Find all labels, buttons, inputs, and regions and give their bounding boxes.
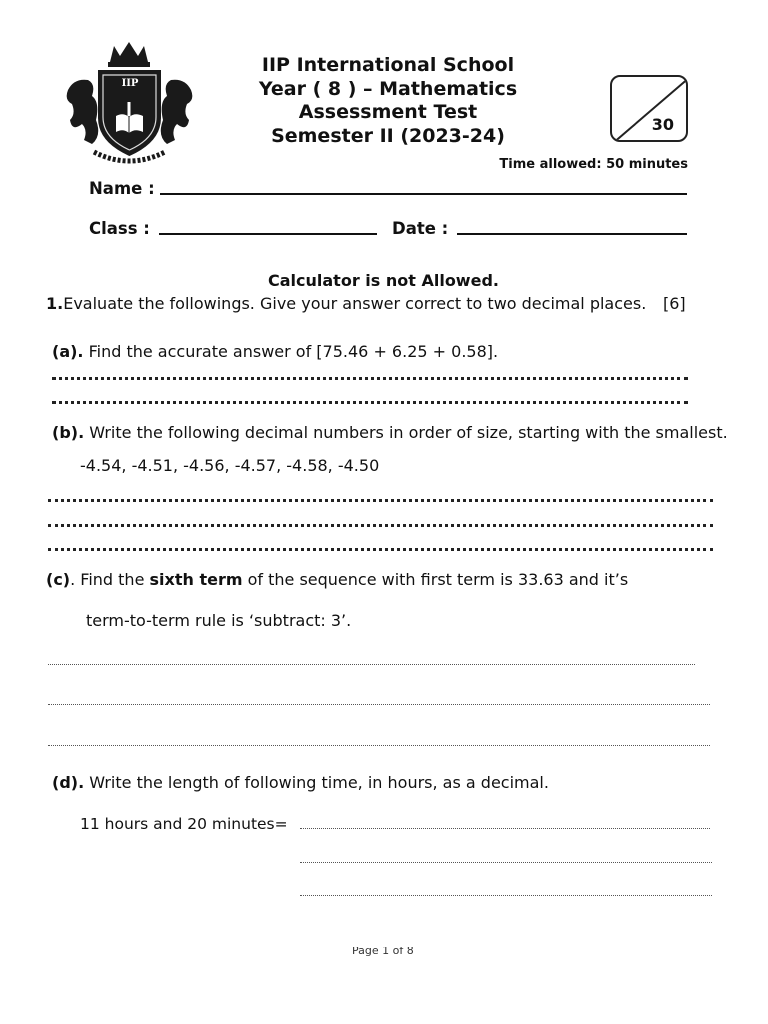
part-b-text: Write the following decimal numbers in order of size, starting with the smallest.: [84, 423, 728, 442]
class-field[interactable]: [159, 233, 377, 235]
part-c-line2: term-to-term rule is ‘subtract: 3’.: [86, 611, 352, 630]
part-c-text2: of the sequence with first term is 33.63 and it’s: [242, 570, 629, 589]
part-d-sub: 11 hours and 20 minutes=: [80, 815, 288, 833]
date-field[interactable]: [457, 233, 687, 235]
part-c-text1: . Find the: [70, 570, 150, 589]
semester: Semester II (2023-24): [271, 124, 505, 147]
answer-line-d2[interactable]: [300, 862, 712, 863]
date-label: Date :: [392, 219, 449, 238]
part-b: [52, 423, 728, 443]
answer-line-d1[interactable]: [300, 828, 710, 829]
part-d: [52, 773, 549, 793]
part-a-label: (a).: [52, 342, 84, 361]
time-allowed: Time allowed: 50 minutes: [499, 157, 688, 172]
answer-line-d3[interactable]: [300, 895, 712, 896]
answer-line-a1[interactable]: [52, 377, 688, 380]
title-block: [200, 54, 576, 148]
answer-line-b1[interactable]: [48, 499, 713, 502]
page-footer: Page 1 of 8: [352, 947, 414, 957]
answer-line-c1[interactable]: [48, 664, 695, 665]
school-crest-logo: [62, 40, 197, 165]
part-c: [46, 570, 628, 590]
part-c-bold: sixth term: [149, 570, 243, 589]
question-marks: [6]: [663, 294, 686, 313]
class-label: Class :: [89, 219, 150, 238]
school-name: IIP International School: [261, 54, 515, 76]
answer-line-c2[interactable]: [48, 704, 710, 705]
total-marks: 30: [651, 115, 674, 134]
score-box: [610, 75, 688, 142]
question-prompt: Evaluate the followings. Give your answer correct to two decimal places.: [63, 294, 647, 313]
question-1: [46, 294, 646, 314]
answer-line-b2[interactable]: [48, 524, 713, 527]
year-subject: Year ( 8 ) – Mathematics: [258, 77, 518, 100]
answer-line-a2[interactable]: [52, 401, 688, 404]
part-b-numbers: -4.54, -4.51, -4.56, -4.57, -4.58, -4.50: [80, 456, 380, 475]
calculator-notice: Calculator is not Allowed.: [268, 271, 499, 290]
answer-line-b3[interactable]: [48, 548, 713, 551]
name-label: Name :: [89, 179, 155, 198]
question-number: 1.: [46, 294, 64, 313]
part-a: [52, 342, 498, 362]
part-c-label: (c): [46, 570, 71, 589]
part-d-text: Write the length of following time, in hours, as a decimal.: [84, 773, 549, 792]
test-title: Assessment Test: [298, 101, 478, 123]
answer-line-c3[interactable]: [48, 745, 710, 746]
part-a-text: Find the accurate answer of [75.46 + 6.25 + 0.58].: [83, 342, 499, 361]
part-d-label: (d).: [52, 773, 85, 792]
logo-text: IIP: [121, 78, 139, 89]
name-field[interactable]: [160, 193, 687, 195]
part-b-label: (b).: [52, 423, 85, 442]
